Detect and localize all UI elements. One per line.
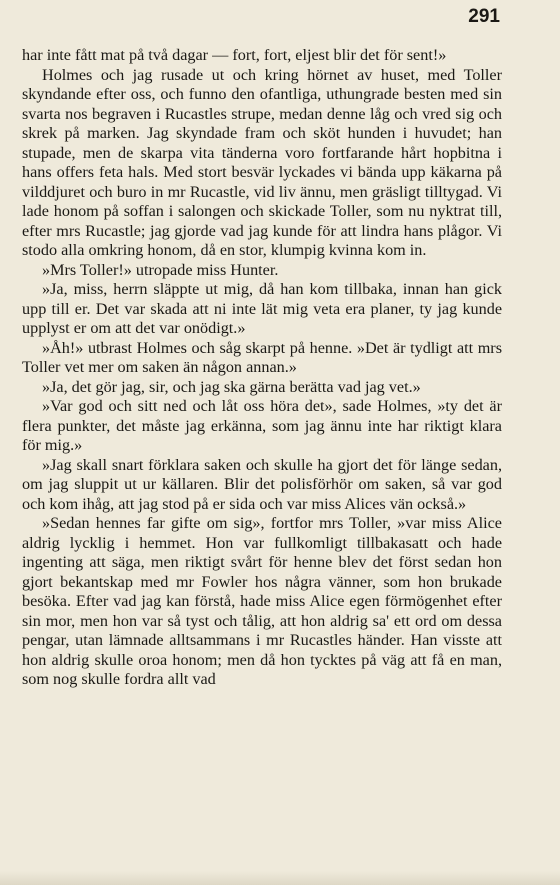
paragraph: »Ja, det gör jag, sir, och jag ska gärna berätta vad jag vet.» — [42, 377, 421, 396]
paragraph: »Mrs Toller!» utropade miss Hunter. — [42, 260, 279, 279]
body-text — [22, 46, 502, 690]
paragraph: »Var god och sitt ned och låt oss höra det», sade Holmes, »ty det är flera punkter, det måste jag erkänna, som jag ännu inte har riktigt klara för mig.» — [22, 397, 502, 454]
paragraph: »Jag skall snart förklara saken och skulle ha gjort det för länge sedan, om jag sluppit ut ur källaren. Blir det polisförhör om saken, så var god och kom ihåg, att jag stod på er sida och var miss Alices vän också.» — [22, 455, 502, 513]
page-edge — [0, 871, 560, 885]
page-number: 291 — [468, 6, 500, 27]
paragraph: »Åh!» utbrast Holmes och såg skarpt på henne. »Det är tydligt att mrs Toller vet mer om saken än någon annan.» — [22, 338, 502, 376]
paragraph: har inte fått mat på två dagar — fort, fort, eljest blir det för sent!» — [22, 46, 447, 64]
paragraph: Holmes och jag rusade ut och kring hörnet av huset, med Toller skyndande efter oss, och funno den ofantliga, uthungrade besten med sin svarta nos begraven i Rucastles strupe, medan denne låg och vred sig och skrek på marken. Jag skyndade fram och sköt hunden i huvudet; han stupade, men de skarpa vita tänderna voro fortfarande hårt hopbitna i hans offers feta hals. Med stort besvär lyckades vi bända upp käkarna på vilddjuret och buro in mr Rucastle, vid liv ännu, men gräsligt tilltygad. Vi lade honom på soffan i salongen och skickade Toller, som nu nyktrat till, efter mrs Rucastle; jag gjorde vad jag kunde för att lindra hans plågor. Vi stodo alla omkring honom, då en stor, klumpig kvinna kom in. — [22, 65, 502, 259]
paragraph: »Sedan hennes far gifte om sig», fortfor mrs Toller, »var miss Alice aldrig lycklig i hemmet. Hon var fullkomligt tillbakasatt och hade ingenting att säga, men riktigt svårt för henne blev det först sedan hon gjort bekantskap med mr Fowler hos några vänner, som hon brukade besöka. Efter vad jag kan förstå, hade miss Alice egen förmögenhet efter sin mor, men hon var så tyst och tålig, att hon aldrig sa' ett ord om dessa pengar, utan lämnade alltsammans i mr Rucastles händer. Han visste att hon aldrig skulle oroa honom; men då hon tycktes på väg att få en man, som nog skulle fordra allt vad — [22, 514, 502, 688]
paragraph: »Ja, miss, herrn släppte ut mig, då han kom tillbaka, innan han gick upp till er. Det var skada att ni inte lät mig veta era planer, ty jag kunde upplyst er om att det var onödigt.» — [22, 280, 502, 337]
